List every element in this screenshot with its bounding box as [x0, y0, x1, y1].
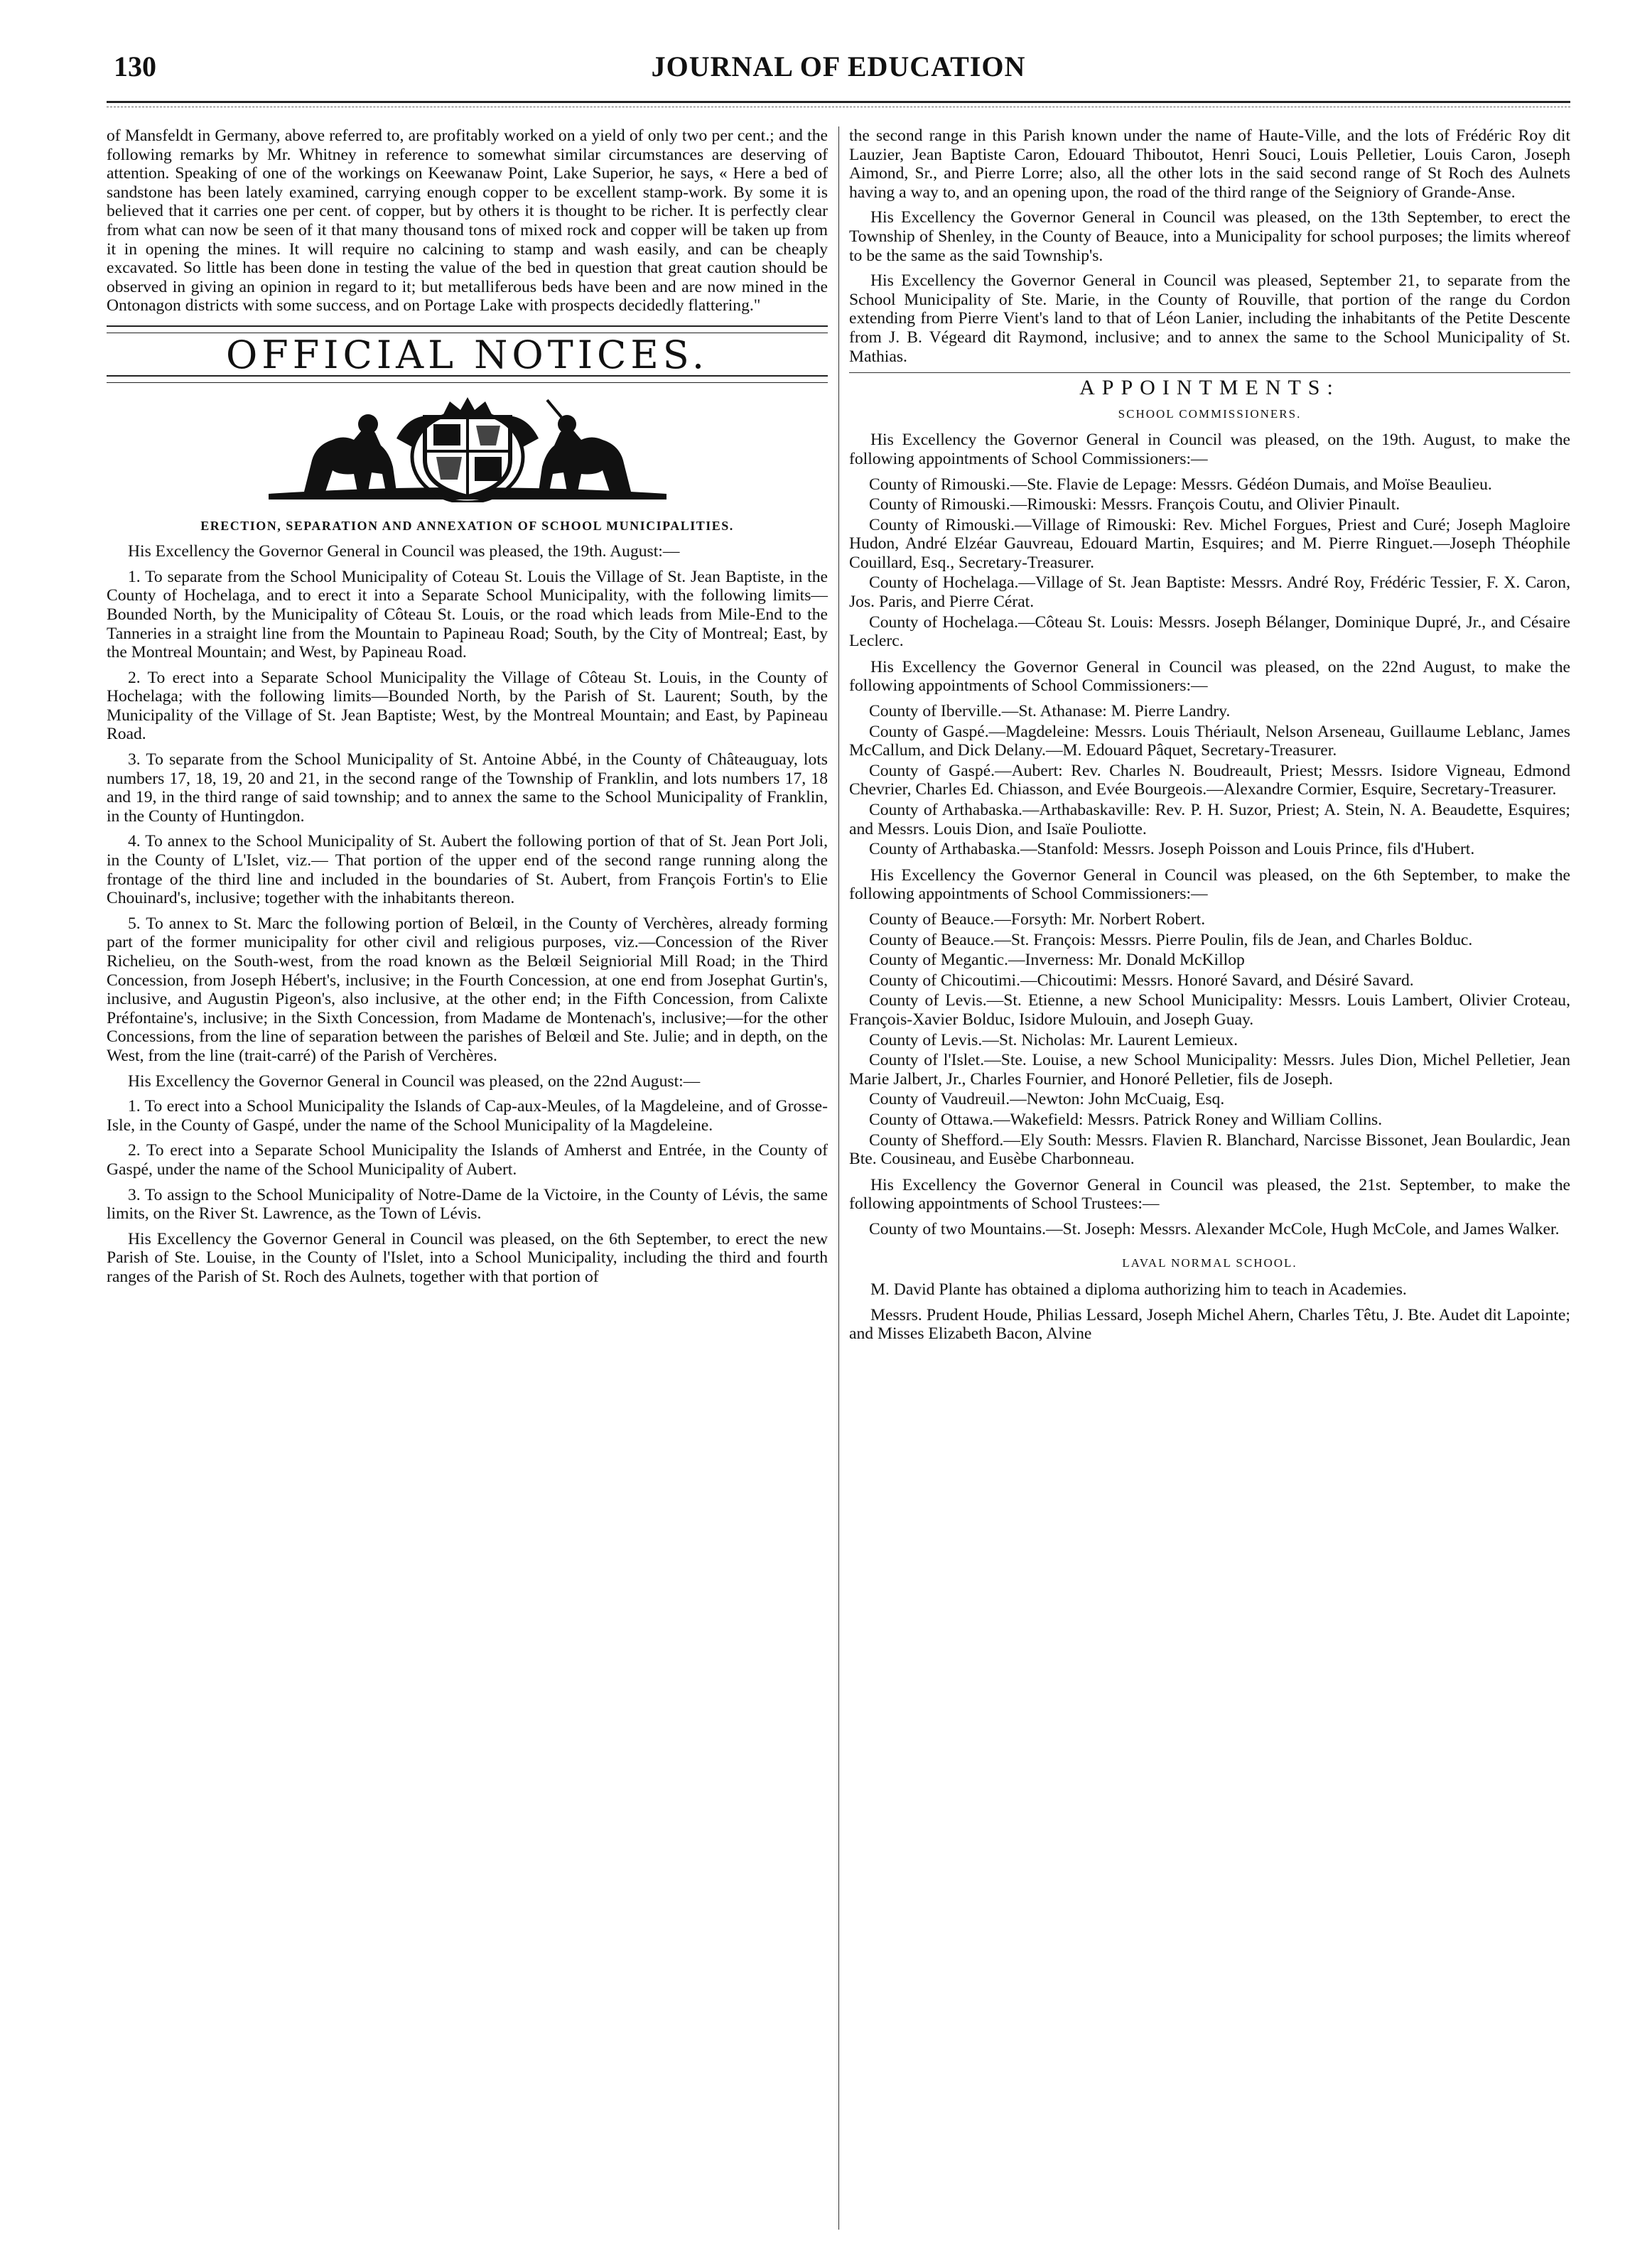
appointment-entry: County of Hochelaga.—Côteau St. Louis: Messrs. Joseph Bélanger, Dominique Dupré, Jr., and Césaire Leclerc. [849, 612, 1570, 651]
appointment-entry: County of Gaspé.—Aubert: Rev. Charles N. Boudreault, Priest; Messrs. Isidore Vigneau, Edmond Chevrier, Charles Ed. Chiasson, and Evée Bourgeois.—Alexandre Cormier, Esquire, Secretary-Treasurer. [849, 761, 1570, 799]
laval-normal-school-heading: LAVAL NORMAL SCHOOL. [1122, 1256, 1297, 1270]
appointment-entry: County of Beauce.—St. François: Messrs. Pierre Poulin, fils de Jean, and Charles Bolduc. [869, 930, 1473, 949]
appointments-aug22: His Excellency the Governor General in Council was pleased, on the 22nd August, to make the following appointments of School Commissioners:— [849, 657, 1570, 696]
appointment-entry: County of Ottawa.—Wakefield: Messrs. Patrick Roney and William Collins. [869, 1110, 1383, 1129]
running-head: JOURNAL OF EDUCATION [651, 50, 1026, 82]
notice-sep6: His Excellency the Governor General in Council was pleased, on the 6th September, to erect the new Parish of Ste. Louise, in the County of l'Islet, into a School Municipality, including the third and fourth ranges of the Parish of St. Roch des Aulnets, together with that portion of [107, 1229, 828, 1286]
notice-aug19: His Excellency the Governor General in Council was pleased, the 19th. August:— [128, 542, 680, 561]
appointment-entry: County of Levis.—St. Nicholas: Mr. Laurent Lemieux. [869, 1030, 1238, 1049]
notice-sep13: His Excellency the Governor General in Council was pleased, on the 13th September, to erect the Township of Shenley, in the County of Beauce, into a Municipality for school purposes; the limits whereof to be the same as the said Township's. [849, 208, 1570, 265]
appointment-entry: County of Rimouski.—Ste. Flavie de Lepage: Messrs. Gédéon Dumais, and Moïse Beaulieu. [869, 475, 1492, 494]
appointment-entry: County of Hochelaga.—Village of St. Jean Baptiste: Messrs. André Roy, Frédéric Tessier, F. X. Caron, Jos. Paris, and Pierre Cérat. [849, 573, 1570, 612]
appointment-entry: County of Gaspé.—Magdeleine: Messrs. Louis Thériault, Nelson Arseneau, Guillaume Leblanc, James McCallum, and Dick Delany.—M. Edouard Pâquet, Secretary-Treasurer. [849, 722, 1570, 760]
intro-paragraph: of Mansfeldt in Germany, above referred to, are profitably worked on a yield of only two per cent.; and the following remarks by Mr. Whitney in reference to somewhat similar circumstances are deserving of attention. Speaking of one of the workings on Keewanaw Point, Lake Superior, he says, « Here a bed of sandstone has been lately examined, carrying enough copper to be excellent stamp-work. By some it is believed that it carries one per cent. of copper, but by others it is thought to be richer. It is perfectly clear from what can now be seen of it that many thousand tons of mixed rock and copper will be taken up from it in opening the mines. It will require no calcining to stamp and wash easily, and can be cheaply excavated. So little has been done in testing the value of the bed in question that great caution should be observed in giving an opinion in regard to it; but metalliferous beds have been and are now mined in the Ontonagon districts with some success, and on Portage Lake with prospects decidedly flattering." [107, 126, 828, 315]
appointment-entry: County of Shefford.—Ely South: Messrs. Flavien R. Blanchard, Narcisse Bissonet, Jean Boulardic, Jean Bte. Cousineau, and Eusèbe Charbonneau. [849, 1130, 1570, 1169]
appointments-heading: APPOINTMENTS: [1079, 376, 1340, 400]
appointment-entry: County of Rimouski.—Rimouski: Messrs. François Coutu, and Olivier Pinault. [869, 495, 1400, 514]
right-column [849, 126, 1570, 1350]
left-column [107, 126, 828, 1293]
notice-aug22: His Excellency the Governor General in Council was pleased, on the 22nd August:— [128, 1071, 701, 1091]
diploma-entry: M. David Plante has obtained a diploma authorizing him to teach in Academies. [870, 1280, 1407, 1300]
appointments-aug19: His Excellency the Governor General in Council was pleased, on the 19th. August, to make the following appointments of School Commissioners:— [849, 431, 1570, 468]
notice-item: 1. To erect into a School Municipality the Islands of Cap-aux-Meules, of la Magdeleine, and of Grosse-Isle, in the County of Gaspé, under the name of the School Municipality of la Magdeleine. [107, 1097, 828, 1135]
appointment-entry: County of Arthabaska.—Stanfold: Messrs. Joseph Poisson and Louis Prince, fils d'Hubert. [869, 840, 1475, 859]
appointment-entry: County of Iberville.—St. Athanase: M. Pierre Landry. [869, 702, 1231, 721]
appointment-entry: County of Levis.—St. Etienne, a new School Municipality: Messrs. Louis Lambert, Olivier Croteau, François-Xavier Bolduc, Isidore Mulouin, and Joseph Guay. [849, 991, 1570, 1029]
appointment-entry: County of Arthabaska.—Arthabaskaville: Rev. P. H. Suzor, Priest; A. Stein, N. A. Beaudette, Esquires; and Messrs. Louis Dion, and Isaïe Pouliotte. [849, 801, 1570, 838]
notice-item: 4. To annex to the School Municipality of St. Aubert the following portion of that of St. Jean Port Joli, in the County of L'Islet, viz.— That portion of the upper end of the second range running along the frontage of the third line and included in the boundaries of St. Aubert, from François Fortin's to Elie Chouinard's, inclusive; together with the inhabitants thereon. [107, 832, 828, 908]
column-divider [838, 126, 839, 2230]
appointment-entry: County of Vaudreuil.—Newton: John McCuaig, Esq. [869, 1090, 1225, 1109]
notice-item: 2. To erect into a Separate School Municipality the Village of Côteau St. Louis, in the County of Hochelaga; with the following limits—Bounded North, by the Parish of St. Laurent; South, by the Municipality of the Village of St. Jean Baptiste; West, by the Montreal Mountain; and East, by Papineau Road. [107, 668, 828, 744]
appointment-entry: County of Rimouski.—Village of Rimouski: Rev. Michel Forgues, Priest and Curé; Joseph Magloire Hudon, André Elzéar Gauvreau, Edouard Martin, Esquires; and M. Pierre Ringuet.—Joseph Théophile Couillard, Esq., Secretary-Treasurer. [849, 515, 1570, 572]
notice-item: 1. To separate from the School Municipality of Coteau St. Louis the Village of St. Jean Baptiste, in the County of Hochelaga, and to erect it into a Separate School Municipality, with the following limits—Bounded North, by the Municipality of Côteau St. Louis, or the road which leads from Mile-End to the Tanneries in a straight line from the Mountain to Papineau Road; South, by the City of Montreal; East, by the Montreal Mountain; and West, by Papineau Road. [107, 567, 828, 662]
trustees-sep21: His Excellency the Governor General in Council was pleased, the 21st. September, to make the following appointments of School Trustees:— [849, 1175, 1570, 1214]
notice-item: 3. To assign to the School Municipality of Notre-Dame de la Victoire, in the County of Lévis, the same limits, on the River St. Lawrence, as the Town of Lévis. [107, 1185, 828, 1224]
continued-paragraph: the second range in this Parish known under the name of Haute-Ville, and the lots of Frédéric Roy dit Lauzier, Jean Baptiste Caron, Edouard Thiboutot, Henri Souci, Louis Pelletier, Louis Caron, Joseph Aimond, Sr., and Pierre Lorre; also, all the other lots in the said second range of St Roch des Aulnets having a way to, and an opening upon, the road of the third range of the Seigniory of Grande-Anse. [849, 126, 1570, 202]
appointment-entry: County of l'Islet.—Ste. Louise, a new School Municipality: Messrs. Jules Dion, Michel Pelletier, Jean Marie Jalbert, Jr., Charles Fournier, and Honoré Pelletier, fils de Joseph. [849, 1051, 1570, 1089]
header-rule [107, 101, 1570, 103]
notice-sep21: His Excellency the Governor General in Council was pleased, September 21, to separate from the School Municipality of Ste. Marie, in the County of Rouville, that portion of the range du Cordon extending from Pierre Vient's land to that of Léon Lanier, including the inhabitants of the Petite Descente from J. B. Végeard dit Raymond, inclusive; and to annex the same to the School Municipality of St. Mathias. [849, 271, 1570, 366]
appointment-entry: County of Megantic.—Inverness: Mr. Donald McKillop [869, 951, 1245, 970]
notice-item: 3. To separate from the School Municipality of St. Antoine Abbé, in the County of Châteauguay, lots numbers 17, 18, 19, 20 and 21, in the second range of the Township of Franklin, and lots numbers 17, 18 and 19, in the third range of said township; and to annex the same to the School Municipality of Franklin, in the County of Huntingdon. [107, 750, 828, 826]
appointments-rule [849, 372, 1570, 373]
notice-item: 5. To annex to St. Marc the following portion of Belœil, in the County of Verchères, already forming part of the former municipality for other civil and religious purposes, viz.—Concession of the River Richelieu, on the South-west, from the road known as the Belœil Seigniorial Mill Road; in the Third Concession, from Joseph Hébert's, inclusive; in the Fourth Concession, at one end from Josephat Gurtin's, inclusive, and Augustin Pigeon's, also inclusive, at the other end; in the Fifth Concession, from Calixte Préfontaine's, inclusive; in the Sixth Concession, from Madame de Montenach's, inclusive;—for the other Concessions, from the line of separation between the parishes of Belœil and Ste. Julie; and in depth, on the West, from the line (trait-carré) of the Parish of Verchères. [107, 914, 828, 1065]
appointments-sep6: His Excellency the Governor General in Council was pleased, on the 6th September, to make the following appointments of School Commissioners:— [849, 865, 1570, 904]
notice-item: 2. To erect into a Separate School Municipality the Islands of Amherst and Entrée, in the County of Gaspé, under the name of the School Municipality of Aubert. [107, 1141, 828, 1179]
appointment-entry: County of Chicoutimi.—Chicoutimi: Messrs. Honoré Savard, and Désiré Savard. [869, 971, 1414, 990]
official-notices-title: OFFICIAL NOTICES. [225, 332, 709, 377]
journal-page [107, 50, 1570, 2238]
appointment-entry: County of Beauce.—Forsyth: Mr. Norbert Robert. [869, 909, 1206, 929]
royal-coat-of-arms-icon [254, 396, 681, 502]
appointment-entry: County of two Mountains.—St. Joseph: Messrs. Alexander McCole, Hugh McCole, and James Walker. [869, 1219, 1560, 1238]
page-number: 130 [114, 50, 156, 82]
diploma-entry: Messrs. Prudent Houde, Philias Lessard, Joseph Michel Ahern, Charles Têtu, J. Bte. Audet dit Lapointe; and Misses Elizabeth Bacon, Alvine [849, 1305, 1570, 1344]
section-heading: ERECTION, SEPARATION AND ANNEXATION OF SCHOOL MUNICIPALITIES. [200, 518, 734, 533]
school-commissioners-heading: SCHOOL COMMISSIONERS. [1118, 406, 1302, 421]
page-header [107, 50, 1570, 92]
